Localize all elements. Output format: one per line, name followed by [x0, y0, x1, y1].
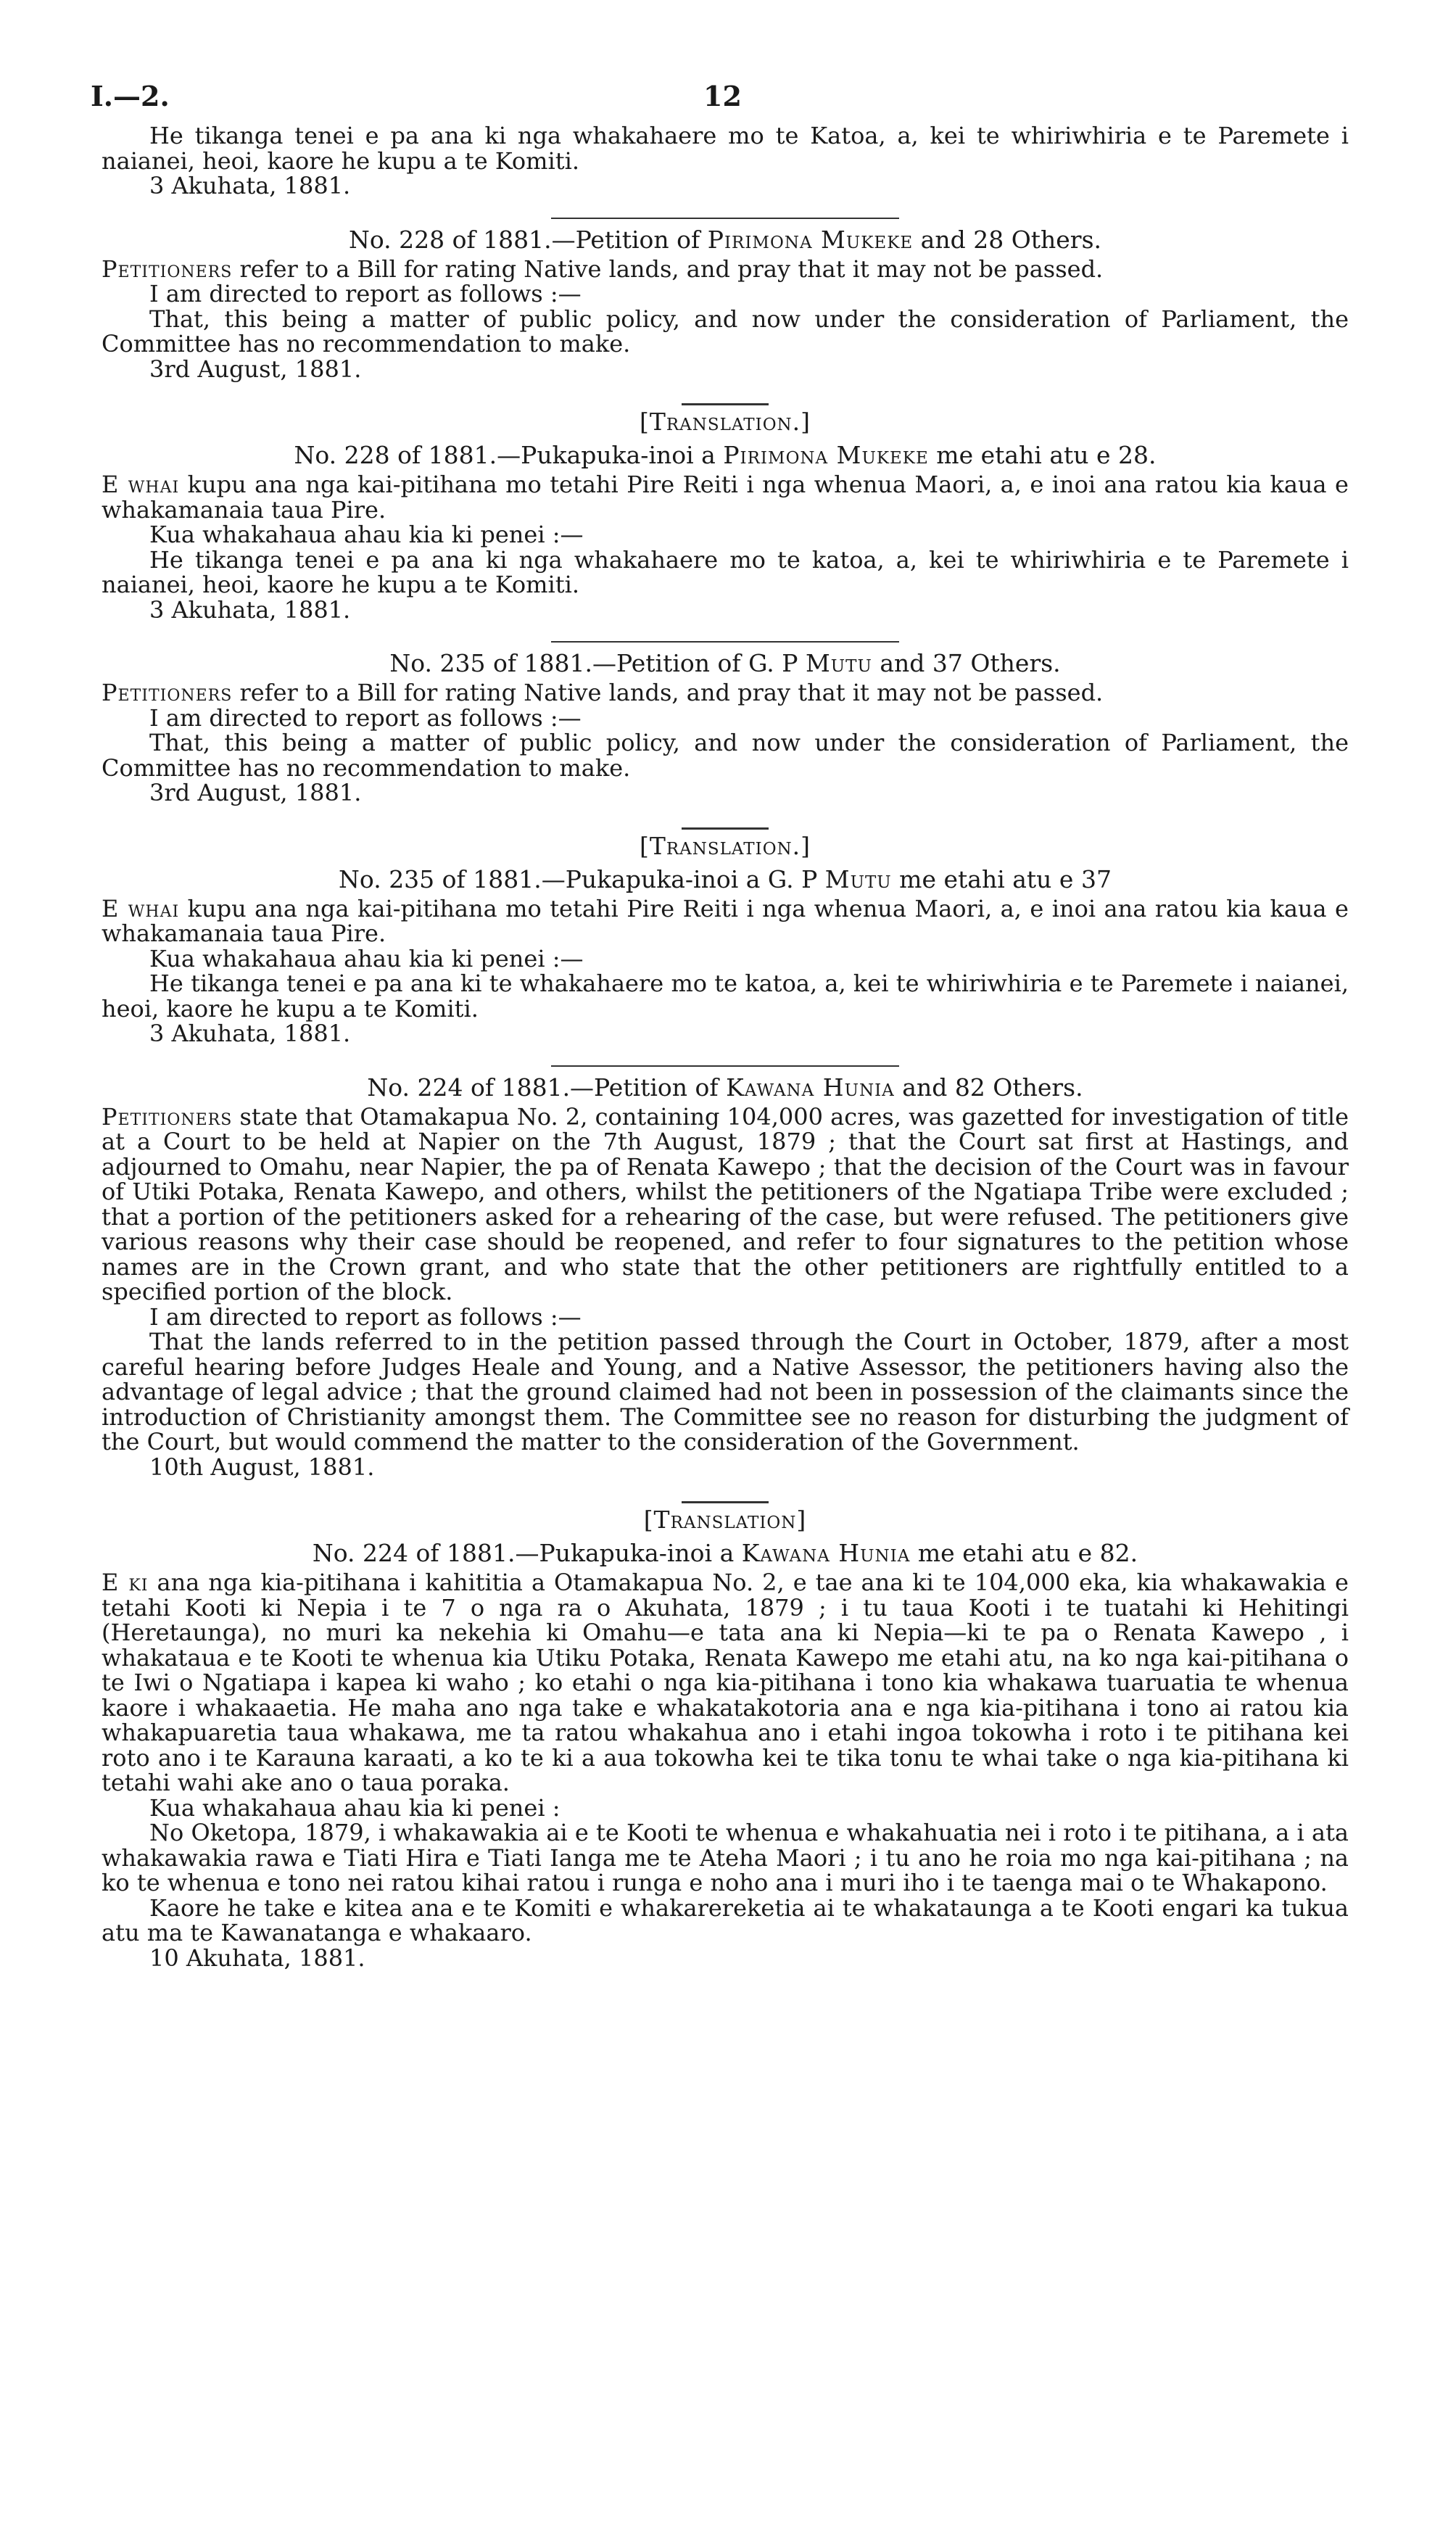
petition-title-sc: Mutu	[805, 649, 872, 677]
paragraph	[102, 1570, 1349, 1796]
section-divider	[551, 218, 899, 219]
report-date	[102, 780, 1349, 806]
paragraph	[102, 971, 1349, 1021]
paper-reference: I.—2.	[91, 80, 170, 112]
petition-title-post: and 37 Others.	[872, 649, 1061, 677]
report-date	[102, 173, 1349, 199]
paragraph	[102, 522, 1349, 548]
paragraph-text: kupu ana nga kai-pitihana mo tetahi Pire Reiti i nga whenua Maori, a, e inoi ana ratou kia kaua e whakamanaia taua Pire.	[102, 894, 1349, 947]
paragraph-text: kupu ana nga kai-pitihana mo tetahi Pire Reiti i nga whenua Maori, a, e inoi ana ratou kia kaua e whakamanaia taua Pire.	[102, 471, 1349, 524]
report-date	[102, 595, 1349, 624]
paragraph-text: That, this being a matter of public policy, and now under the consideration of Parliament, the Committee has no recommendation to make.	[102, 305, 1349, 358]
paragraph-text: He tikanga tenei e pa ana ki nga whakahaere mo te Katoa, a, kei te whiriwhiria e te Paremete i naianei, heoi, kaore he kupu a te Komiti.	[102, 122, 1349, 175]
report-date	[102, 1946, 1349, 1971]
petition-title-pre: No. 228 of 1881.—Petition of	[349, 225, 708, 254]
petition-title-post: and 82 Others.	[894, 1073, 1083, 1102]
petition-title-post: me etahi atu e 37	[891, 864, 1112, 893]
paragraph-text: Kaore he take e kitea ana e te Komiti e whakarereketia ai te whakataunga a te Kooti engari ka tukua atu ma te Kawanatanga e whakaaro.	[102, 1893, 1349, 1946]
petition-section	[102, 218, 1349, 382]
paragraph-text: refer to a Bill for rating Native lands, and pray that it may not be passed.	[232, 255, 1104, 283]
paragraph-lead: E whai	[102, 894, 180, 922]
paragraph-lead: E whai	[102, 471, 180, 498]
paragraph-text: 3 Akuhata, 1881.	[149, 1020, 351, 1047]
petition-title-post: me etahi atu e 28.	[928, 441, 1157, 469]
paragraph-text: 3rd August, 1881.	[149, 355, 362, 383]
section-divider	[551, 641, 899, 643]
paragraph-text: I am directed to report as follows :—	[149, 1302, 582, 1331]
petition-section	[102, 123, 1349, 199]
report-date	[102, 1021, 1349, 1046]
page-number: 12	[703, 80, 742, 112]
petition-section	[102, 827, 1349, 1046]
petition-title-post: me etahi atu e 82.	[910, 1539, 1138, 1567]
petition-title-pre: No. 224 of 1881.—Pukapuka-inoi a	[312, 1539, 742, 1567]
paragraph-text: ana nga kia-pitihana i kahititia a Otamakapua No. 2, e tae ana ki te 104,000 eka, kia whakawakia e tetahi Kooti ki Nepia i te 7 o nga ra o Akuhata, 1879 ; i tu taua Kooti i te tuatahi ki Hehitingi (Heretaunga), no muri ka nekehia ki Omahu—e tata ana ki Nepia—ki te pa o Renata Kawepo , i whakataua e te Kooti te whenua kia Utiku Potaka, Renata Kawepo me etahi atu, na ko nga kai-pitihana o te Iwi o Ngatiapa i kapea ki waho ; ko etahi o nga kia-pitihana i tono kia whakawa tuaruatia te whenua kaore i whakaaetia. He maha ano nga take e whakatakotoria ana e nga kia-pitihana i tono ai ratou kia whakapuaretia taua whakawa, me ta ratou whakahua ano i etahi ingoa tokowha i roto i te pitihana kei roto ano i te Karauna karaati, a ko te ki a aua tokowha kei te tika tonu te whai take o nga kia-pitihana ki tetahi wahi ake ano o taua poraka.	[102, 1569, 1349, 1796]
petition-title-sc: Pirimona Mukeke	[707, 225, 914, 254]
paragraph-text: refer to a Bill for rating Native lands, and pray that it may not be passed.	[232, 679, 1104, 706]
paragraph	[102, 680, 1349, 706]
paragraph	[102, 730, 1349, 780]
petition-title-pre: No. 228 of 1881.—Pukapuka-inoi a	[294, 441, 724, 469]
paragraph-text: 3rd August, 1881.	[149, 779, 362, 806]
petition-section	[102, 403, 1349, 622]
document-page	[91, 80, 1349, 1972]
translation-label: [Translation.]	[639, 408, 811, 436]
paragraph	[102, 1793, 1349, 1822]
report-date	[102, 1455, 1349, 1480]
petition-title-sc: Pirimona Mukeke	[723, 441, 929, 469]
section-divider	[682, 827, 769, 830]
translation-label: [Translation.]	[639, 831, 811, 860]
paragraph-text: I am directed to report as follows :—	[149, 703, 582, 732]
petition-section	[102, 1501, 1349, 1970]
paragraph-text: Kua whakahaua ahau kia ki penei :—	[149, 521, 584, 548]
paragraph	[102, 281, 1349, 307]
petition-title-pre: No. 224 of 1881.—Petition of	[367, 1073, 727, 1102]
petition-title	[102, 866, 1349, 893]
section-divider	[682, 1501, 769, 1503]
petition-section	[102, 641, 1349, 806]
paragraph	[102, 1820, 1349, 1896]
paragraph	[102, 1329, 1349, 1455]
paragraph	[102, 1104, 1349, 1305]
paragraph-lead: Petitioners	[102, 255, 233, 283]
paragraph	[102, 896, 1349, 946]
paragraph	[102, 123, 1349, 173]
petition-title	[102, 442, 1349, 469]
paragraph	[102, 307, 1349, 357]
paragraph-text: He tikanga tenei e pa ana ki nga whakahaere mo te katoa, a, kei te whiriwhiria e te Paremete i naianei, heoi, kaore he kupu a te Komiti.	[102, 545, 1349, 598]
paragraph-text: Kua whakahaua ahau kia ki penei :—	[149, 944, 584, 972]
section-divider	[682, 403, 769, 405]
paragraph-text: 10th August, 1881.	[149, 1453, 375, 1481]
petition-title-sc: Kawana Hunia	[726, 1073, 895, 1102]
paragraph-text: I am directed to report as follows :—	[149, 280, 582, 307]
paragraph	[102, 703, 1349, 732]
petition-section	[102, 1065, 1349, 1480]
paragraph-lead: E ki	[102, 1569, 149, 1596]
paragraph-text: 3 Akuhata, 1881.	[149, 595, 351, 624]
petition-title	[102, 1540, 1349, 1567]
petition-title-pre: No. 235 of 1881.—Pukapuka-inoi a G. P	[339, 864, 825, 893]
paragraph-text: No Oketopa, 1879, i whakawakia ai e te Kooti te whenua e whakahuatia nei i roto i te pitihana, a i ata whakawakia rawa e Tiati Hira e Tiati Ianga me te Ateha Maori ; i tu ano he roia mo nga kai-pitihana ; na ko te whenua e tono nei ratou kihai ratou i runga e noho ana i muri iho i te taenga mai o te Whakapono.	[102, 1819, 1349, 1896]
paragraph-text: state that Otamakapua No. 2, containing 104,000 acres, was gazetted for investigation of title at a Court to be held at Napier on the 7th August, 1879 ; that the Court sat first at Hastings, and adjourned to Omahu, near Napier, the pa of Renata Kawepo ; that the decision of the Court was in favour of Utiki Potaka, Renata Kawepo, and others, whilst the petitioners of the Ngatiapa Tribe were excluded ; that a portion of the petitioners asked for a rehearing of the case, but were refused. The petitioners give various reasons why their case should be reopened, and refer to four signatures to the petition whose names are in the Crown grant, and who state that the other petitioners are rightfully entitled to a specified portion of the block.	[102, 1102, 1349, 1305]
document-body	[102, 123, 1349, 1970]
paragraph	[102, 472, 1349, 522]
paragraph-lead: Petitioners	[102, 679, 233, 706]
paragraph	[102, 1302, 1349, 1331]
paragraph-text: Kua whakahaua ahau kia ki penei :	[149, 1793, 561, 1822]
paragraph	[102, 257, 1349, 282]
paragraph-text: He tikanga tenei e pa ana ki te whakahaere mo te katoa, a, kei te whiriwhiria e te Paremete i naianei, heoi, kaore he kupu a te Komiti.	[102, 970, 1349, 1023]
page-header	[91, 80, 1349, 123]
petition-title	[102, 226, 1349, 254]
petition-title-post: and 28 Others.	[913, 225, 1101, 254]
paragraph-text: 10 Akuhata, 1881.	[149, 1944, 365, 1972]
paragraph	[102, 946, 1349, 972]
petition-title-sc: Mutu	[824, 864, 892, 893]
petition-title	[102, 1074, 1349, 1102]
petition-title-sc: Kawana Hunia	[741, 1539, 911, 1567]
translation-label: [Translation]	[643, 1506, 807, 1534]
paragraph	[102, 545, 1349, 598]
report-date	[102, 357, 1349, 382]
paragraph-text: 3 Akuhata, 1881.	[149, 172, 351, 199]
paragraph	[102, 1893, 1349, 1946]
paragraph-lead: Petitioners	[102, 1102, 233, 1131]
petition-title	[102, 650, 1349, 677]
section-divider	[551, 1065, 899, 1067]
paragraph-text: That, this being a matter of public policy, and now under the consideration of Parliament, the Committee has no recommendation to make.	[102, 729, 1349, 782]
paragraph-text: That the lands referred to in the petition passed through the Court in October, 1879, after a most careful hearing before Judges Heale and Young, and a Native Assessor, the petitioners having also the advantage of legal advice ; that the ground claimed had not been in possession of the claimants since the introduction of Christianity amongst them. The Committee see no reason for disturbing the judgment of the Court, but would commend the matter to the consideration of the Government.	[102, 1328, 1349, 1455]
petition-title-pre: No. 235 of 1881.—Petition of G. P	[389, 649, 806, 677]
